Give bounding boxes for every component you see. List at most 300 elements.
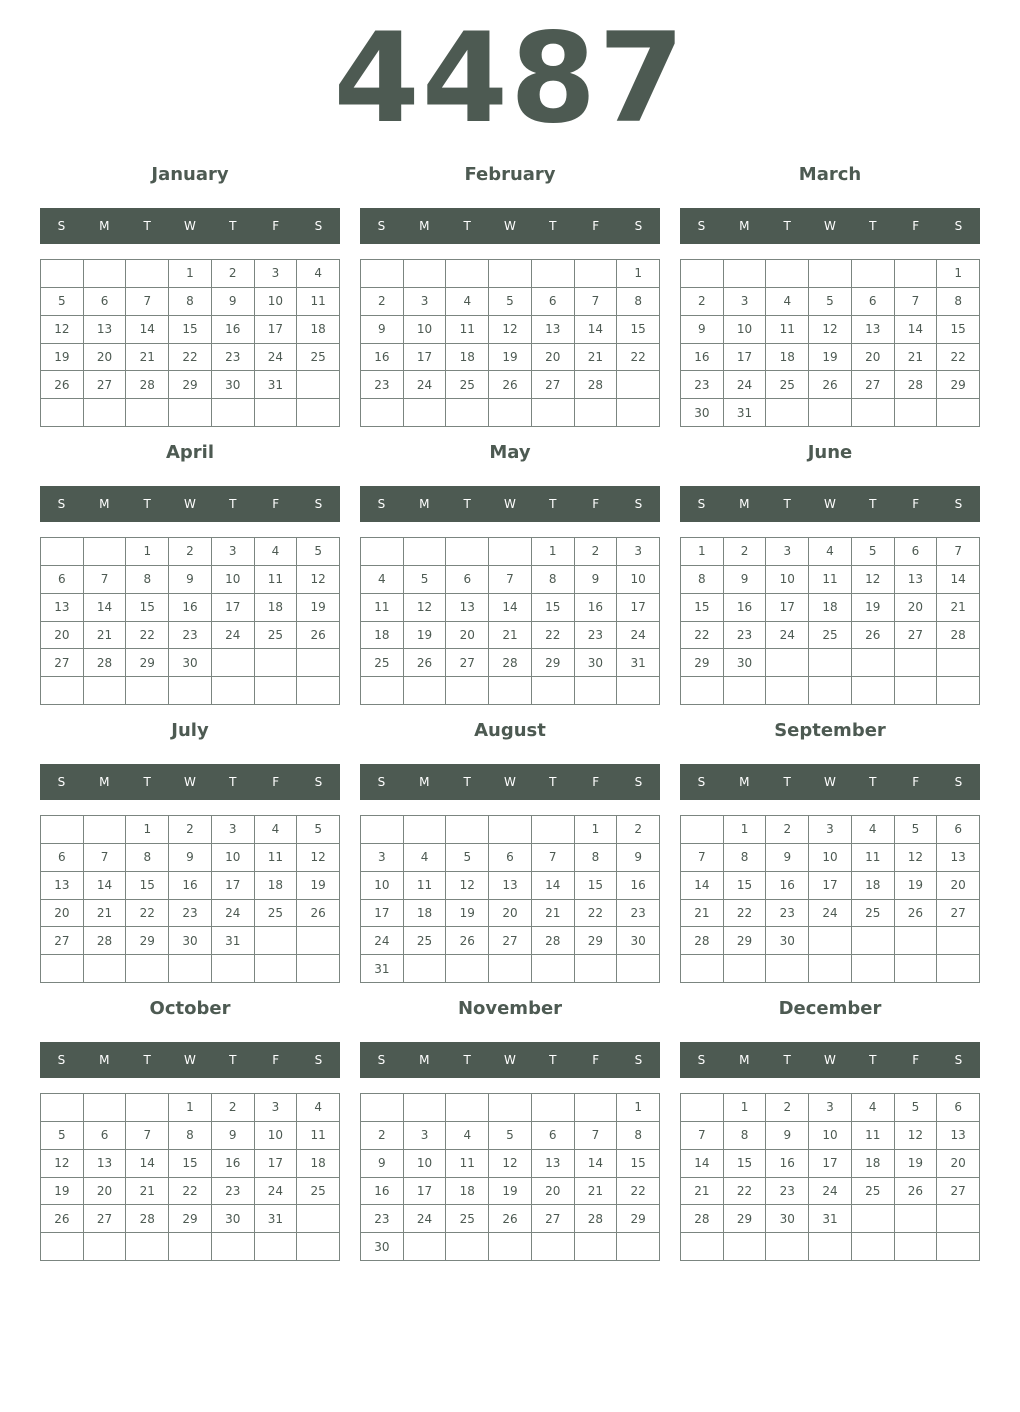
day-cell: 10	[809, 844, 852, 872]
day-cell: 11	[766, 316, 809, 344]
day-cell: 29	[532, 649, 575, 677]
empty-cell	[489, 955, 532, 983]
day-cell: 15	[681, 594, 724, 622]
day-cell: 28	[126, 371, 169, 399]
day-grid	[40, 815, 340, 983]
empty-cell	[895, 1205, 938, 1233]
empty-cell	[404, 1094, 447, 1122]
day-cell: 11	[404, 872, 447, 900]
day-cell: 6	[937, 1094, 980, 1122]
day-cell: 4	[255, 538, 298, 566]
day-cell: 20	[532, 1178, 575, 1206]
weekday-label: T	[229, 775, 237, 789]
day-cell: 20	[41, 900, 84, 928]
day-cell: 6	[446, 566, 489, 594]
empty-cell	[532, 399, 575, 427]
day-cell: 27	[84, 371, 127, 399]
weekday-label: S	[954, 219, 963, 233]
day-cell: 10	[809, 1122, 852, 1150]
day-cell: 22	[681, 622, 724, 650]
day-cell: 9	[212, 1122, 255, 1150]
day-cell: 4	[255, 816, 298, 844]
weekday-label: S	[57, 497, 66, 511]
empty-cell	[84, 955, 127, 983]
day-cell: 22	[169, 1178, 212, 1206]
day-cell: 26	[297, 900, 340, 928]
day-cell: 24	[255, 344, 298, 372]
day-cell: 7	[126, 1122, 169, 1150]
weekday-label: S	[954, 1053, 963, 1067]
empty-cell	[766, 649, 809, 677]
day-cell: 20	[446, 622, 489, 650]
day-cell: 25	[255, 900, 298, 928]
weekday-label: T	[549, 219, 557, 233]
day-cell: 24	[404, 1205, 447, 1233]
empty-cell	[297, 371, 340, 399]
day-cell: 19	[895, 872, 938, 900]
day-cell: 26	[297, 622, 340, 650]
day-cell: 10	[255, 288, 298, 316]
day-cell: 12	[852, 566, 895, 594]
empty-cell	[84, 538, 127, 566]
weekday-label: T	[229, 219, 237, 233]
day-cell: 24	[212, 622, 255, 650]
weekday-header	[680, 486, 980, 522]
empty-cell	[724, 955, 767, 983]
day-cell: 1	[681, 538, 724, 566]
day-cell: 31	[361, 955, 404, 983]
empty-cell	[852, 649, 895, 677]
empty-cell	[126, 955, 169, 983]
weekday-label: S	[314, 775, 323, 789]
day-cell: 19	[809, 344, 852, 372]
day-cell: 17	[404, 1178, 447, 1206]
day-cell: 11	[446, 1150, 489, 1178]
day-cell: 17	[361, 900, 404, 928]
empty-cell	[255, 1233, 298, 1261]
day-cell: 25	[297, 1178, 340, 1206]
day-cell: 18	[852, 872, 895, 900]
weekday-label: F	[912, 497, 920, 511]
day-cell: 29	[169, 371, 212, 399]
day-cell: 4	[852, 816, 895, 844]
day-cell: 17	[212, 594, 255, 622]
day-cell: 29	[169, 1205, 212, 1233]
day-cell: 2	[169, 538, 212, 566]
day-cell: 22	[532, 622, 575, 650]
empty-cell	[361, 1094, 404, 1122]
day-cell: 29	[937, 371, 980, 399]
weekday-label: T	[463, 497, 471, 511]
day-cell: 5	[852, 538, 895, 566]
weekday-label: F	[592, 1053, 600, 1067]
day-cell: 23	[766, 900, 809, 928]
day-cell: 1	[724, 1094, 767, 1122]
day-cell: 17	[404, 344, 447, 372]
day-cell: 8	[617, 288, 660, 316]
weekday-header	[680, 208, 980, 244]
weekday-label: W	[184, 775, 196, 789]
day-cell: 25	[852, 900, 895, 928]
day-cell: 24	[724, 371, 767, 399]
day-cell: 10	[724, 316, 767, 344]
empty-cell	[446, 260, 489, 288]
day-grid	[360, 815, 660, 983]
empty-cell	[575, 1233, 618, 1261]
empty-cell	[169, 1233, 212, 1261]
day-cell: 27	[937, 1178, 980, 1206]
day-cell: 7	[84, 566, 127, 594]
empty-cell	[937, 927, 980, 955]
day-cell: 1	[575, 816, 618, 844]
day-cell: 9	[169, 566, 212, 594]
empty-cell	[169, 399, 212, 427]
weekday-label: T	[869, 775, 877, 789]
day-cell: 27	[852, 371, 895, 399]
day-cell: 15	[169, 1150, 212, 1178]
day-cell: 27	[41, 649, 84, 677]
weekday-label: S	[57, 1053, 66, 1067]
day-cell: 15	[937, 316, 980, 344]
day-cell: 4	[297, 260, 340, 288]
day-cell: 11	[361, 594, 404, 622]
day-cell: 20	[489, 900, 532, 928]
empty-cell	[489, 538, 532, 566]
day-cell: 28	[532, 927, 575, 955]
empty-cell	[809, 649, 852, 677]
empty-cell	[681, 955, 724, 983]
empty-cell	[126, 1094, 169, 1122]
day-cell: 5	[489, 1122, 532, 1150]
day-cell: 26	[852, 622, 895, 650]
empty-cell	[404, 677, 447, 705]
weekday-label: F	[272, 1053, 280, 1067]
day-cell: 11	[297, 288, 340, 316]
day-cell: 3	[809, 1094, 852, 1122]
day-cell: 11	[255, 566, 298, 594]
day-cell: 3	[212, 816, 255, 844]
day-cell: 26	[489, 371, 532, 399]
day-cell: 22	[169, 344, 212, 372]
day-cell: 22	[617, 1178, 660, 1206]
weekday-label: W	[504, 497, 516, 511]
empty-cell	[852, 260, 895, 288]
day-cell: 26	[489, 1205, 532, 1233]
day-cell: 20	[84, 344, 127, 372]
day-cell: 28	[681, 1205, 724, 1233]
weekday-label: T	[463, 1053, 471, 1067]
day-cell: 1	[724, 816, 767, 844]
empty-cell	[575, 1094, 618, 1122]
day-cell: 23	[169, 900, 212, 928]
day-cell: 21	[84, 622, 127, 650]
day-cell: 23	[212, 1178, 255, 1206]
weekday-label: T	[143, 497, 151, 511]
empty-cell	[297, 927, 340, 955]
day-cell: 14	[575, 316, 618, 344]
day-cell: 15	[724, 1150, 767, 1178]
month-name: April	[165, 442, 215, 463]
day-cell: 14	[681, 1150, 724, 1178]
day-cell: 11	[255, 844, 298, 872]
weekday-label: M	[419, 775, 430, 789]
day-cell: 4	[766, 288, 809, 316]
weekday-label: M	[99, 1053, 110, 1067]
day-cell: 9	[361, 1150, 404, 1178]
day-grid	[680, 1093, 980, 1261]
day-cell: 17	[809, 872, 852, 900]
weekday-header	[680, 1042, 980, 1078]
weekday-label: S	[634, 775, 643, 789]
empty-cell	[84, 1233, 127, 1261]
day-cell: 17	[809, 1150, 852, 1178]
day-cell: 13	[852, 316, 895, 344]
weekday-header	[40, 1042, 340, 1078]
day-cell: 19	[895, 1150, 938, 1178]
day-cell: 14	[84, 872, 127, 900]
weekday-label: F	[272, 497, 280, 511]
day-cell: 20	[895, 594, 938, 622]
day-cell: 21	[895, 344, 938, 372]
empty-cell	[41, 260, 84, 288]
empty-cell	[489, 260, 532, 288]
empty-cell	[297, 1205, 340, 1233]
day-cell: 21	[681, 1178, 724, 1206]
empty-cell	[532, 816, 575, 844]
day-cell: 6	[489, 844, 532, 872]
empty-cell	[446, 677, 489, 705]
empty-cell	[937, 399, 980, 427]
day-cell: 24	[809, 1178, 852, 1206]
day-cell: 19	[41, 344, 84, 372]
day-cell: 13	[937, 1122, 980, 1150]
empty-cell	[766, 1233, 809, 1261]
weekday-label: M	[739, 1053, 750, 1067]
empty-cell	[895, 260, 938, 288]
empty-cell	[126, 399, 169, 427]
weekday-label: W	[184, 219, 196, 233]
day-cell: 7	[937, 538, 980, 566]
day-cell: 28	[895, 371, 938, 399]
empty-cell	[446, 538, 489, 566]
day-cell: 27	[532, 1205, 575, 1233]
empty-cell	[617, 399, 660, 427]
day-cell: 25	[852, 1178, 895, 1206]
day-grid	[360, 259, 660, 427]
day-cell: 8	[681, 566, 724, 594]
weekday-label: T	[869, 1053, 877, 1067]
day-cell: 9	[766, 1122, 809, 1150]
empty-cell	[212, 1233, 255, 1261]
weekday-header	[40, 764, 340, 800]
day-grid	[40, 537, 340, 705]
month-name: July	[171, 720, 209, 741]
day-cell: 22	[724, 900, 767, 928]
weekday-label: S	[697, 775, 706, 789]
month-name: December	[778, 998, 882, 1019]
weekday-label: S	[697, 219, 706, 233]
day-cell: 17	[255, 1150, 298, 1178]
day-cell: 7	[681, 844, 724, 872]
day-cell: 17	[617, 594, 660, 622]
day-cell: 27	[937, 900, 980, 928]
day-cell: 13	[41, 594, 84, 622]
empty-cell	[169, 677, 212, 705]
empty-cell	[852, 677, 895, 705]
day-cell: 25	[361, 649, 404, 677]
empty-cell	[41, 538, 84, 566]
weekday-label: S	[314, 1053, 323, 1067]
month-name: February	[464, 164, 556, 185]
weekday-label: S	[634, 497, 643, 511]
empty-cell	[297, 649, 340, 677]
empty-cell	[617, 1233, 660, 1261]
day-cell: 2	[724, 538, 767, 566]
empty-cell	[809, 677, 852, 705]
empty-cell	[255, 677, 298, 705]
weekday-header	[40, 486, 340, 522]
day-cell: 6	[532, 288, 575, 316]
empty-cell	[852, 927, 895, 955]
day-grid	[680, 537, 980, 705]
empty-cell	[84, 1094, 127, 1122]
weekday-label: S	[954, 497, 963, 511]
day-cell: 10	[404, 316, 447, 344]
day-cell: 31	[212, 927, 255, 955]
day-cell: 14	[532, 872, 575, 900]
day-cell: 9	[724, 566, 767, 594]
weekday-header	[40, 208, 340, 244]
day-cell: 25	[255, 622, 298, 650]
empty-cell	[84, 260, 127, 288]
empty-cell	[809, 955, 852, 983]
day-cell: 21	[532, 900, 575, 928]
day-cell: 15	[575, 872, 618, 900]
empty-cell	[809, 260, 852, 288]
weekday-label: W	[824, 219, 836, 233]
day-cell: 16	[617, 872, 660, 900]
empty-cell	[446, 816, 489, 844]
day-cell: 29	[617, 1205, 660, 1233]
weekday-header	[680, 764, 980, 800]
day-cell: 16	[361, 344, 404, 372]
empty-cell	[41, 399, 84, 427]
day-cell: 19	[297, 594, 340, 622]
day-cell: 3	[212, 538, 255, 566]
day-cell: 18	[404, 900, 447, 928]
day-cell: 24	[361, 927, 404, 955]
day-cell: 9	[766, 844, 809, 872]
weekday-label: F	[912, 775, 920, 789]
day-cell: 22	[724, 1178, 767, 1206]
weekday-label: M	[99, 775, 110, 789]
day-cell: 1	[126, 816, 169, 844]
day-cell: 30	[766, 927, 809, 955]
day-cell: 8	[126, 566, 169, 594]
day-cell: 16	[361, 1178, 404, 1206]
day-cell: 4	[809, 538, 852, 566]
day-cell: 15	[169, 316, 212, 344]
empty-cell	[532, 1094, 575, 1122]
day-cell: 30	[724, 649, 767, 677]
day-cell: 15	[617, 316, 660, 344]
day-cell: 5	[404, 566, 447, 594]
day-cell: 16	[724, 594, 767, 622]
day-grid	[680, 259, 980, 427]
day-cell: 11	[852, 1122, 895, 1150]
day-cell: 18	[297, 1150, 340, 1178]
day-cell: 18	[766, 344, 809, 372]
day-cell: 22	[617, 344, 660, 372]
day-cell: 30	[169, 927, 212, 955]
day-cell: 21	[681, 900, 724, 928]
day-cell: 28	[575, 1205, 618, 1233]
empty-cell	[404, 816, 447, 844]
weekday-header	[360, 208, 660, 244]
empty-cell	[297, 677, 340, 705]
empty-cell	[766, 677, 809, 705]
empty-cell	[41, 955, 84, 983]
empty-cell	[766, 955, 809, 983]
empty-cell	[809, 927, 852, 955]
day-cell: 7	[575, 1122, 618, 1150]
day-cell: 2	[681, 288, 724, 316]
empty-cell	[255, 399, 298, 427]
day-cell: 30	[617, 927, 660, 955]
empty-cell	[212, 955, 255, 983]
empty-cell	[489, 1094, 532, 1122]
day-cell: 1	[169, 260, 212, 288]
day-cell: 23	[681, 371, 724, 399]
day-cell: 9	[169, 844, 212, 872]
weekday-label: S	[634, 1053, 643, 1067]
day-cell: 10	[361, 872, 404, 900]
weekday-label: S	[314, 497, 323, 511]
day-cell: 21	[84, 900, 127, 928]
day-cell: 9	[681, 316, 724, 344]
day-cell: 13	[446, 594, 489, 622]
day-cell: 16	[212, 316, 255, 344]
weekday-header	[360, 486, 660, 522]
weekday-label: T	[229, 1053, 237, 1067]
day-cell: 8	[724, 1122, 767, 1150]
month-name: June	[807, 442, 853, 463]
day-cell: 12	[404, 594, 447, 622]
day-cell: 10	[766, 566, 809, 594]
day-cell: 13	[84, 316, 127, 344]
day-cell: 4	[446, 1122, 489, 1150]
day-cell: 24	[766, 622, 809, 650]
day-cell: 12	[489, 1150, 532, 1178]
day-cell: 28	[84, 927, 127, 955]
day-grid	[360, 537, 660, 705]
weekday-label: S	[377, 219, 386, 233]
day-cell: 2	[766, 1094, 809, 1122]
empty-cell	[297, 955, 340, 983]
empty-cell	[681, 1233, 724, 1261]
day-cell: 29	[724, 927, 767, 955]
day-cell: 13	[532, 1150, 575, 1178]
day-cell: 31	[809, 1205, 852, 1233]
day-cell: 12	[297, 566, 340, 594]
day-cell: 30	[575, 649, 618, 677]
empty-cell	[937, 677, 980, 705]
day-cell: 12	[297, 844, 340, 872]
day-cell: 18	[809, 594, 852, 622]
day-cell: 5	[895, 816, 938, 844]
empty-cell	[575, 955, 618, 983]
empty-cell	[681, 260, 724, 288]
